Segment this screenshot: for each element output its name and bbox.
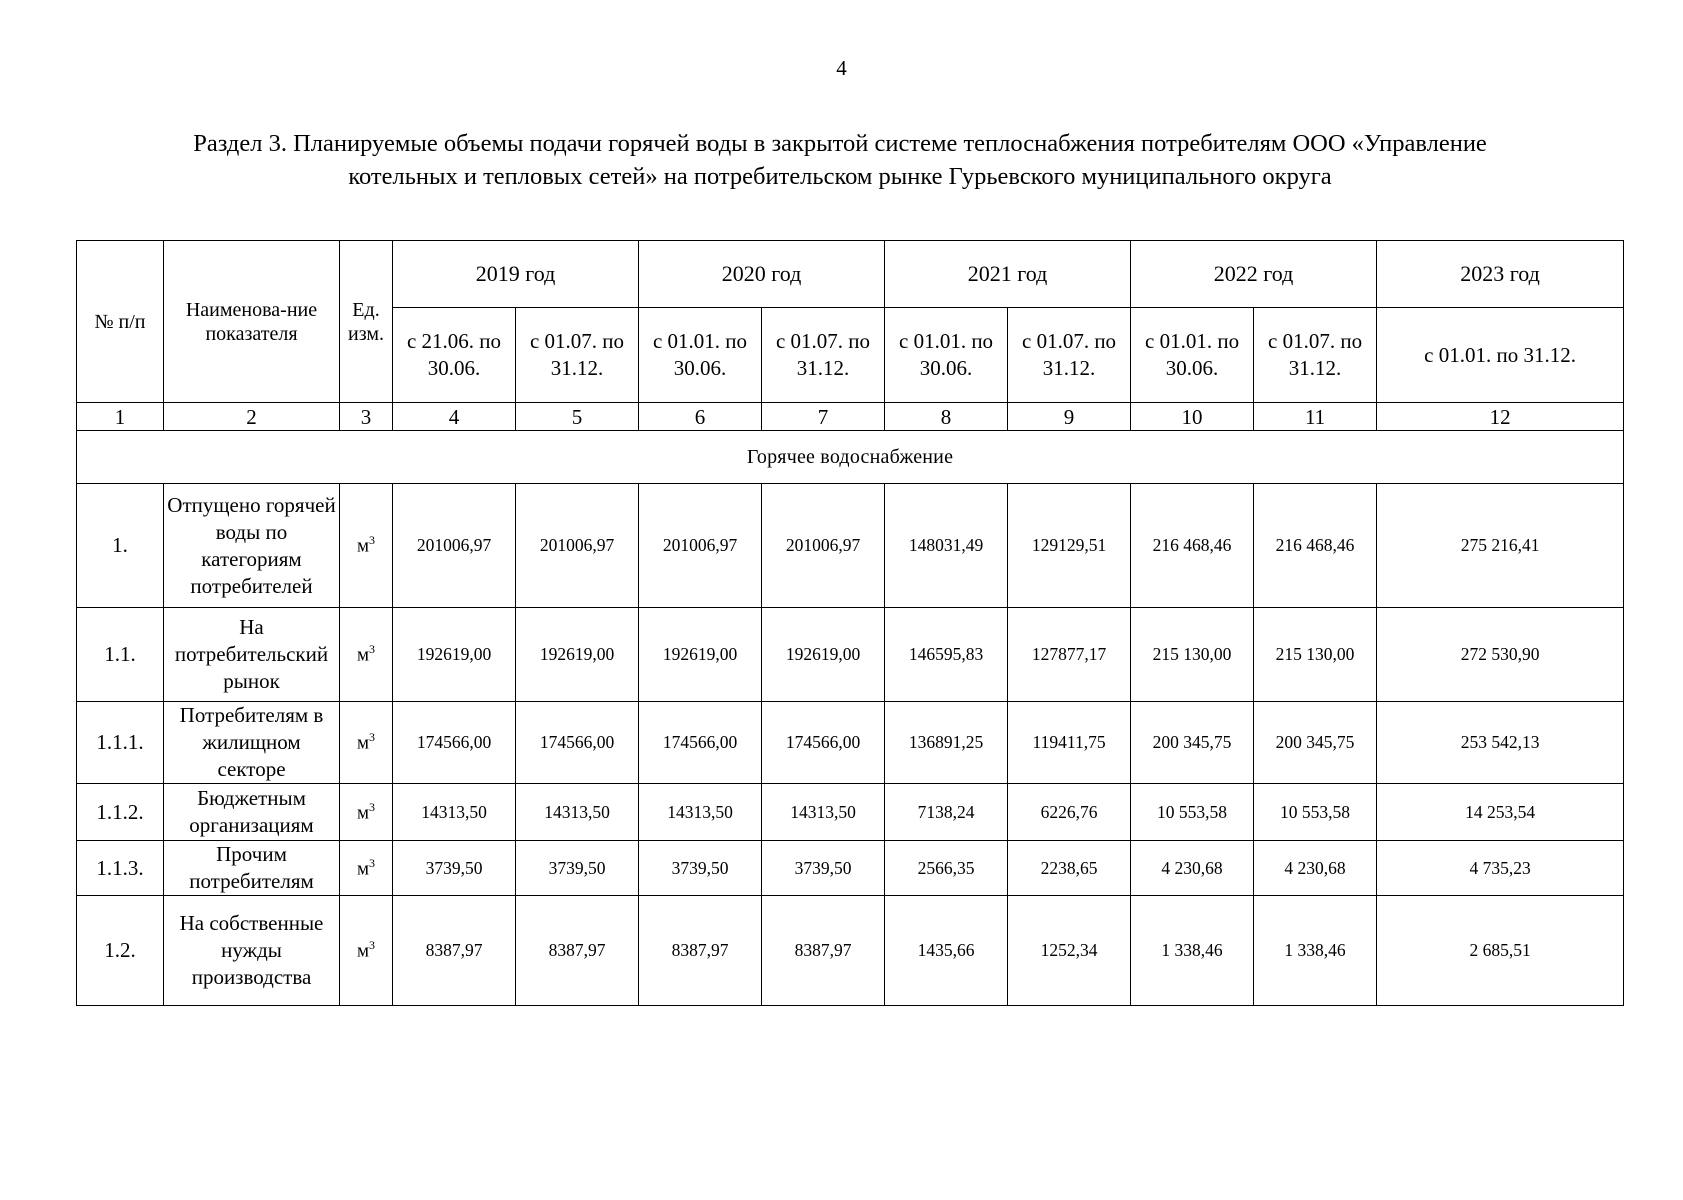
row-code: 1.2. xyxy=(77,896,164,1006)
row-value: 129129,51 xyxy=(1008,484,1131,608)
page-number: 4 xyxy=(836,56,847,80)
header-year-2022: 2022 год xyxy=(1131,241,1377,308)
row-value: 4 230,68 xyxy=(1254,841,1377,896)
column-number: 7 xyxy=(762,403,885,431)
unit-sup: 3 xyxy=(369,533,376,548)
row-value: 192619,00 xyxy=(516,608,639,702)
row-unit xyxy=(340,784,393,841)
header-year-2023: 2023 год xyxy=(1377,241,1624,308)
column-number: 8 xyxy=(885,403,1008,431)
header-period: с 01.01. по 30.06. xyxy=(1131,308,1254,403)
row-name: Бюджетным организациям xyxy=(164,784,340,841)
row-code: 1.1.1. xyxy=(77,702,164,784)
header-unit: Ед. изм. xyxy=(340,241,393,403)
row-value: 215 130,00 xyxy=(1131,608,1254,702)
row-unit xyxy=(340,896,393,1006)
row-value: 174566,00 xyxy=(762,702,885,784)
row-value: 201006,97 xyxy=(516,484,639,608)
column-number: 4 xyxy=(393,403,516,431)
section-row xyxy=(77,431,1624,484)
column-number: 6 xyxy=(639,403,762,431)
unit-text: м xyxy=(356,644,370,666)
header-num: № п/п xyxy=(77,241,164,403)
row-value: 2566,35 xyxy=(885,841,1008,896)
row-value: 119411,75 xyxy=(1008,702,1131,784)
row-value: 216 468,46 xyxy=(1254,484,1377,608)
row-value: 200 345,75 xyxy=(1254,702,1377,784)
section-title-line-2: котельных и тепловых сетей» на потребительском рынке Гурьевского муниципального округа xyxy=(348,163,1332,190)
section-title xyxy=(80,127,1600,193)
row-value: 2238,65 xyxy=(1008,841,1131,896)
unit-text: м xyxy=(356,732,370,754)
table-row xyxy=(77,702,1624,784)
unit-sup: 3 xyxy=(369,938,376,953)
row-value: 201006,97 xyxy=(393,484,516,608)
header-year-2019: 2019 год xyxy=(393,241,639,308)
row-value: 174566,00 xyxy=(393,702,516,784)
row-value: 10 553,58 xyxy=(1131,784,1254,841)
unit-sup: 3 xyxy=(369,855,376,870)
row-value: 8387,97 xyxy=(639,896,762,1006)
row-value: 272 530,90 xyxy=(1377,608,1624,702)
row-unit xyxy=(340,841,393,896)
row-unit xyxy=(340,484,393,608)
row-value: 200 345,75 xyxy=(1131,702,1254,784)
table-row xyxy=(77,608,1624,702)
row-value: 14313,50 xyxy=(762,784,885,841)
column-number: 12 xyxy=(1377,403,1624,431)
table-row xyxy=(77,784,1624,841)
row-value: 8387,97 xyxy=(393,896,516,1006)
row-name: На потребительский рынок xyxy=(164,608,340,702)
unit-text: м xyxy=(356,535,370,557)
header-name: Наименова-ние показателя xyxy=(164,241,340,403)
header-period: с 21.06. по 30.06. xyxy=(393,308,516,403)
column-number: 10 xyxy=(1131,403,1254,431)
row-value: 8387,97 xyxy=(516,896,639,1006)
row-value: 4 230,68 xyxy=(1131,841,1254,896)
row-code: 1.1. xyxy=(77,608,164,702)
row-value: 275 216,41 xyxy=(1377,484,1624,608)
row-name: Прочим потребителям xyxy=(164,841,340,896)
row-name: Отпущено горячей воды по категориям потребителей xyxy=(164,484,340,608)
row-value: 8387,97 xyxy=(762,896,885,1006)
header-period: с 01.07. по 31.12. xyxy=(1008,308,1131,403)
row-unit xyxy=(340,702,393,784)
header-year-2021: 2021 год xyxy=(885,241,1131,308)
row-value: 1 338,46 xyxy=(1131,896,1254,1006)
row-value: 3739,50 xyxy=(516,841,639,896)
row-value: 192619,00 xyxy=(639,608,762,702)
unit-text: м xyxy=(356,940,370,962)
row-value: 216 468,46 xyxy=(1131,484,1254,608)
row-value: 201006,97 xyxy=(639,484,762,608)
row-value: 14 253,54 xyxy=(1377,784,1624,841)
column-number-row xyxy=(77,403,1624,431)
row-value: 7138,24 xyxy=(885,784,1008,841)
row-value: 127877,17 xyxy=(1008,608,1131,702)
row-value: 146595,83 xyxy=(885,608,1008,702)
row-value: 201006,97 xyxy=(762,484,885,608)
row-code: 1.1.3. xyxy=(77,841,164,896)
row-value: 1252,34 xyxy=(1008,896,1131,1006)
row-name: На собственные нужды производства xyxy=(164,896,340,1006)
column-number: 3 xyxy=(340,403,393,431)
table-row xyxy=(77,896,1624,1006)
row-value: 3739,50 xyxy=(393,841,516,896)
row-value: 3739,50 xyxy=(762,841,885,896)
header-period: с 01.07. по 31.12. xyxy=(762,308,885,403)
column-number: 9 xyxy=(1008,403,1131,431)
table-row xyxy=(77,484,1624,608)
row-value: 215 130,00 xyxy=(1254,608,1377,702)
row-value: 1435,66 xyxy=(885,896,1008,1006)
section-title-line-1: Раздел 3. Планируемые объемы подачи горячей воды в закрытой системе теплоснабжения потребителям ООО «Управление xyxy=(193,130,1487,157)
row-value: 192619,00 xyxy=(762,608,885,702)
column-number: 2 xyxy=(164,403,340,431)
section-label: Горячее водоснабжение xyxy=(77,431,1624,484)
row-value: 14313,50 xyxy=(516,784,639,841)
unit-sup: 3 xyxy=(369,799,376,814)
column-number: 5 xyxy=(516,403,639,431)
column-number: 11 xyxy=(1254,403,1377,431)
header-period: с 01.01. по 30.06. xyxy=(639,308,762,403)
row-value: 174566,00 xyxy=(639,702,762,784)
row-code: 1.1.2. xyxy=(77,784,164,841)
row-value: 174566,00 xyxy=(516,702,639,784)
hot-water-volumes-table xyxy=(76,240,1624,1006)
row-value: 136891,25 xyxy=(885,702,1008,784)
row-code: 1. xyxy=(77,484,164,608)
header-period: с 01.01. по 31.12. xyxy=(1377,308,1624,403)
column-number: 1 xyxy=(77,403,164,431)
row-value: 148031,49 xyxy=(885,484,1008,608)
unit-text: м xyxy=(356,802,370,824)
row-value: 14313,50 xyxy=(393,784,516,841)
row-value: 253 542,13 xyxy=(1377,702,1624,784)
row-value: 4 735,23 xyxy=(1377,841,1624,896)
header-period: с 01.07. по 31.12. xyxy=(516,308,639,403)
header-period: с 01.07. по 31.12. xyxy=(1254,308,1377,403)
header-period: с 01.01. по 30.06. xyxy=(885,308,1008,403)
row-value: 14313,50 xyxy=(639,784,762,841)
row-unit xyxy=(340,608,393,702)
unit-text: м xyxy=(356,858,370,880)
row-value: 2 685,51 xyxy=(1377,896,1624,1006)
unit-sup: 3 xyxy=(369,642,376,657)
row-value: 192619,00 xyxy=(393,608,516,702)
row-name: Потребителям в жилищном секторе xyxy=(164,702,340,784)
row-value: 1 338,46 xyxy=(1254,896,1377,1006)
unit-sup: 3 xyxy=(369,730,376,745)
row-value: 3739,50 xyxy=(639,841,762,896)
row-value: 10 553,58 xyxy=(1254,784,1377,841)
table-row xyxy=(77,841,1624,896)
row-value: 6226,76 xyxy=(1008,784,1131,841)
header-year-2020: 2020 год xyxy=(639,241,885,308)
